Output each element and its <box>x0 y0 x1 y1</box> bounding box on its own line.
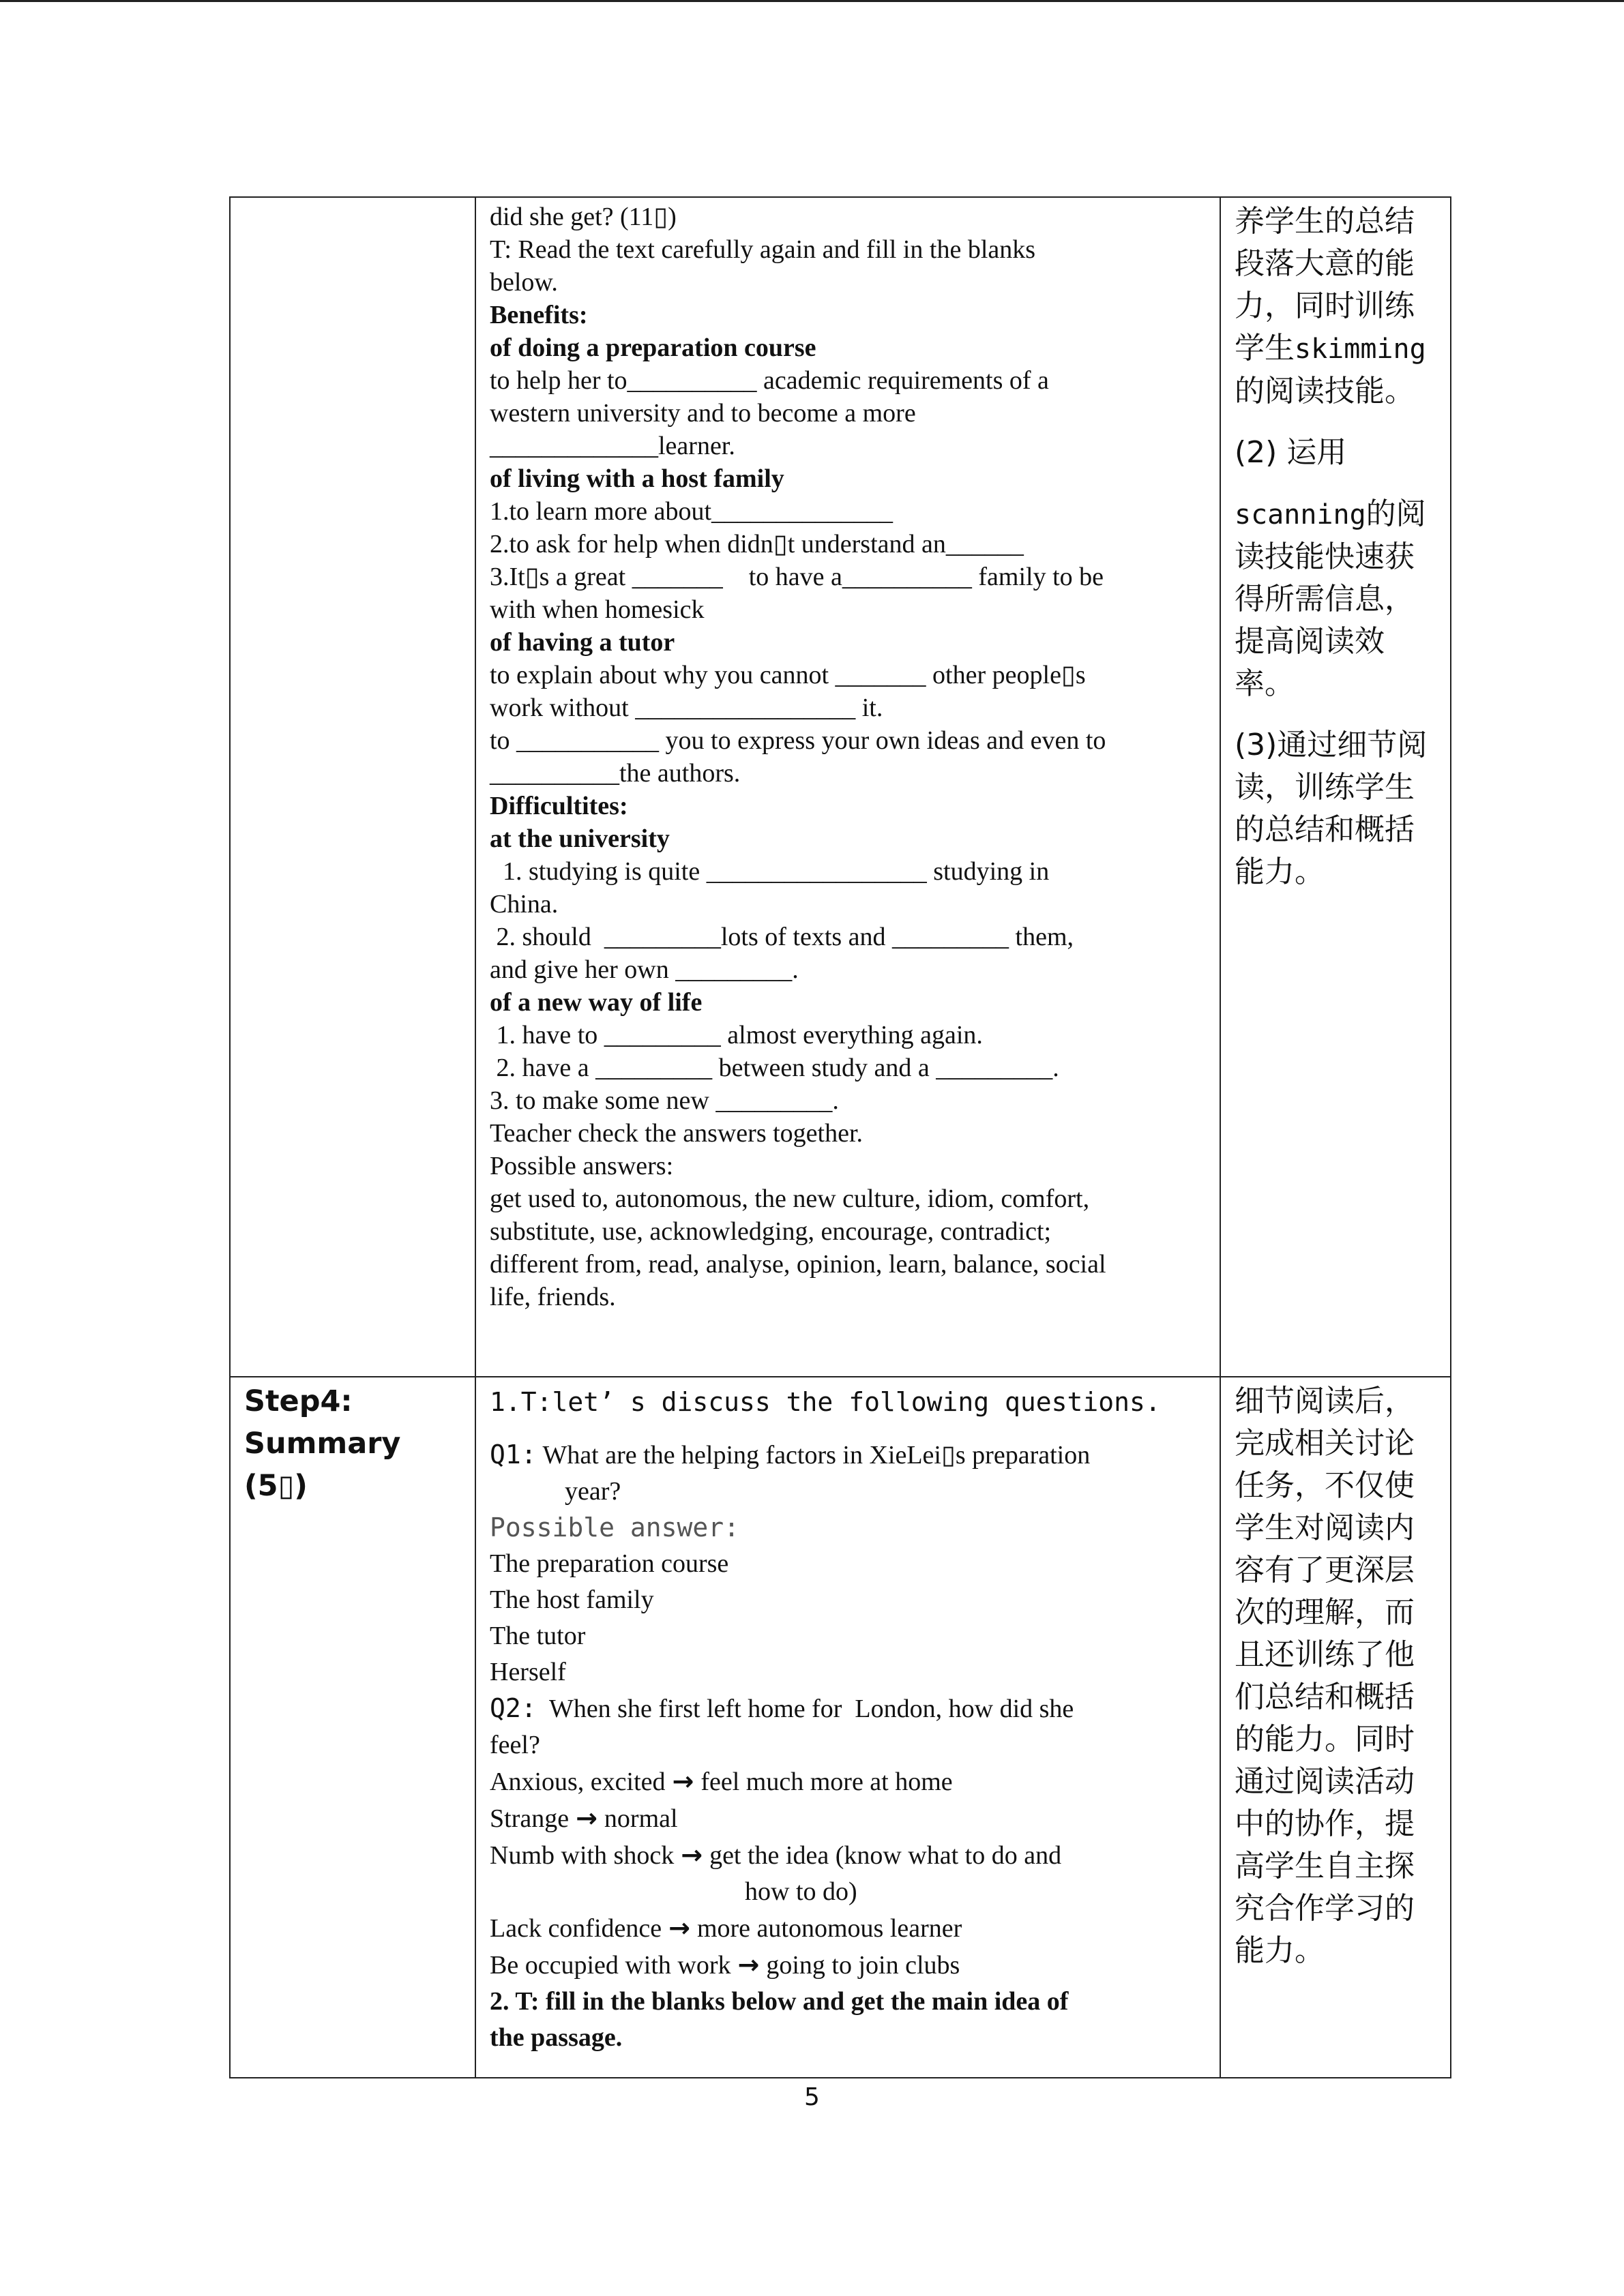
table-row <box>230 1377 1451 2078</box>
text-line: 3.It▯s a great _______ to have a__________ family to be <box>490 563 1104 591</box>
text-line: Teacher check the answers together. <box>490 1119 863 1148</box>
question-1: Q1: What are the helping factors in XieLei▯s preparation <box>490 1440 1091 1470</box>
step-title: Step4: Summary (5▯) <box>244 1384 401 1503</box>
question-1-cont: year? <box>565 1477 621 1506</box>
task-2: 2. T: fill in the blanks below and get the main idea of <box>490 1987 1069 2016</box>
text-line: to ___________ you to express your own ideas and even to <box>490 726 1106 755</box>
list-item-cont: how to do) <box>745 1877 857 1906</box>
purpose-line: 的阅读技能。 <box>1235 374 1415 408</box>
text-line: to explain about why you cannot _______ other people▯s <box>490 661 1086 689</box>
possible-answer-label: Possible answer: <box>490 1512 740 1542</box>
text-line: to help her to__________ academic requirements of a <box>490 366 1049 395</box>
task-2-cont: the passage. <box>490 2023 623 2052</box>
text-line: 2. should _________lots of texts and _________ them, <box>490 923 1074 951</box>
text-line: 2.to ask for help when didn▯t understand an______ <box>490 530 1024 558</box>
purpose-line: 养学生的总结段落大意的能力，同时训练学生 <box>1235 204 1415 366</box>
text-line: with when homesick <box>490 595 705 624</box>
text-line: life, friends. <box>490 1283 616 1311</box>
text-line: below. <box>490 268 558 297</box>
purpose-line: 的阅读技能快速获得所需信息，提高阅读效率。 <box>1235 496 1426 701</box>
question-2: Q2: When she first left home for London, how did she <box>490 1693 1074 1723</box>
list-item: The tutor <box>490 1622 586 1650</box>
list-item: Numb with shock → get the idea (know what to do and <box>490 1840 1062 1870</box>
purpose-cell <box>1220 197 1451 1377</box>
section-heading: Benefits: <box>490 301 588 329</box>
section-heading: of a new way of life <box>490 988 703 1017</box>
text-line: _____________learner. <box>490 432 735 460</box>
question-2-cont: feel? <box>490 1731 540 1759</box>
section-heading: of doing a preparation course <box>490 333 816 362</box>
section-heading: of living with a host family <box>490 464 784 493</box>
list-item: Lack confidence → more autonomous learner <box>490 1913 962 1943</box>
purpose-cell <box>1220 1377 1451 2078</box>
text-line: 1. studying is quite _________________ studying in <box>490 857 1050 886</box>
text-line: different from, read, analyse, opinion, learn, balance, social <box>490 1250 1106 1279</box>
text-line: T: Read the text carefully again and fill in the blanks <box>490 235 1036 264</box>
section-heading: Difficultites: <box>490 792 628 820</box>
list-item: Anxious, excited → feel much more at home <box>490 1766 953 1796</box>
discuss-instruction: 1.T:let’ s discuss the following questions. <box>490 1387 1161 1417</box>
purpose-text <box>1221 198 1450 893</box>
arrow-right-icon: → <box>681 1840 703 1870</box>
text-line: work without _________________ it. <box>490 694 883 722</box>
text-line: __________the authors. <box>490 759 741 788</box>
feeling-changes <box>490 1763 1210 1984</box>
list-item: Herself <box>490 1658 566 1686</box>
top-rule <box>0 0 1624 2</box>
list-item: The preparation course <box>490 1549 729 1578</box>
procedure-text <box>476 198 1220 1313</box>
arrow-right-icon: → <box>737 1950 760 1980</box>
text-line: did she get? (11▯) <box>490 203 677 231</box>
text-line: 2. have a _________ between study and a _________. <box>490 1054 1059 1082</box>
section-heading: at the university <box>490 824 670 853</box>
purpose-line: (3)通过细节阅读，训练学生的总结和概括能力。 <box>1235 728 1428 889</box>
purpose-term: skimming <box>1295 333 1426 365</box>
section-heading: of having a tutor <box>490 628 675 657</box>
arrow-right-icon: → <box>668 1913 690 1943</box>
list-item: Be occupied with work → going to join clubs <box>490 1950 960 1980</box>
step-cell <box>230 197 475 1377</box>
text-line: 1. have to _________ almost everything again. <box>490 1021 983 1049</box>
text-line: China. <box>490 890 559 919</box>
text-line: western university and to become a more <box>490 399 916 428</box>
list-item: The host family <box>490 1585 654 1614</box>
procedure-text <box>476 1377 1220 2056</box>
purpose-text: 细节阅读后，完成相关讨论任务，不仅使学生对阅读内容有了更深层次的理解，而且还训练了他们总结和概括的能力。同时通过阅读活动中的协作，提高学生自主探究合作学习的能力。 <box>1235 1384 1415 1968</box>
table-row <box>230 197 1451 1377</box>
purpose-line: (2) 运用 <box>1235 435 1347 470</box>
text-line: 3. to make some new _________. <box>490 1086 839 1115</box>
text-line: substitute, use, acknowledging, encourage, contradict; <box>490 1217 1052 1246</box>
procedure-cell <box>475 197 1220 1377</box>
step-cell <box>230 1377 475 2078</box>
text-line: 1.to learn more about______________ <box>490 497 894 526</box>
text-line: get used to, autonomous, the new culture, idiom, comfort, <box>490 1184 1090 1213</box>
page-number: 5 <box>804 2083 820 2111</box>
text-line: and give her own _________. <box>490 955 799 984</box>
purpose-term: scanning <box>1235 499 1366 531</box>
procedure-cell <box>475 1377 1220 2078</box>
arrow-right-icon: → <box>672 1766 694 1796</box>
lesson-plan-table <box>229 196 1451 2078</box>
arrow-right-icon: → <box>576 1803 597 1833</box>
list-item: Strange → normal <box>490 1803 678 1833</box>
text-line: Possible answers: <box>490 1152 674 1180</box>
